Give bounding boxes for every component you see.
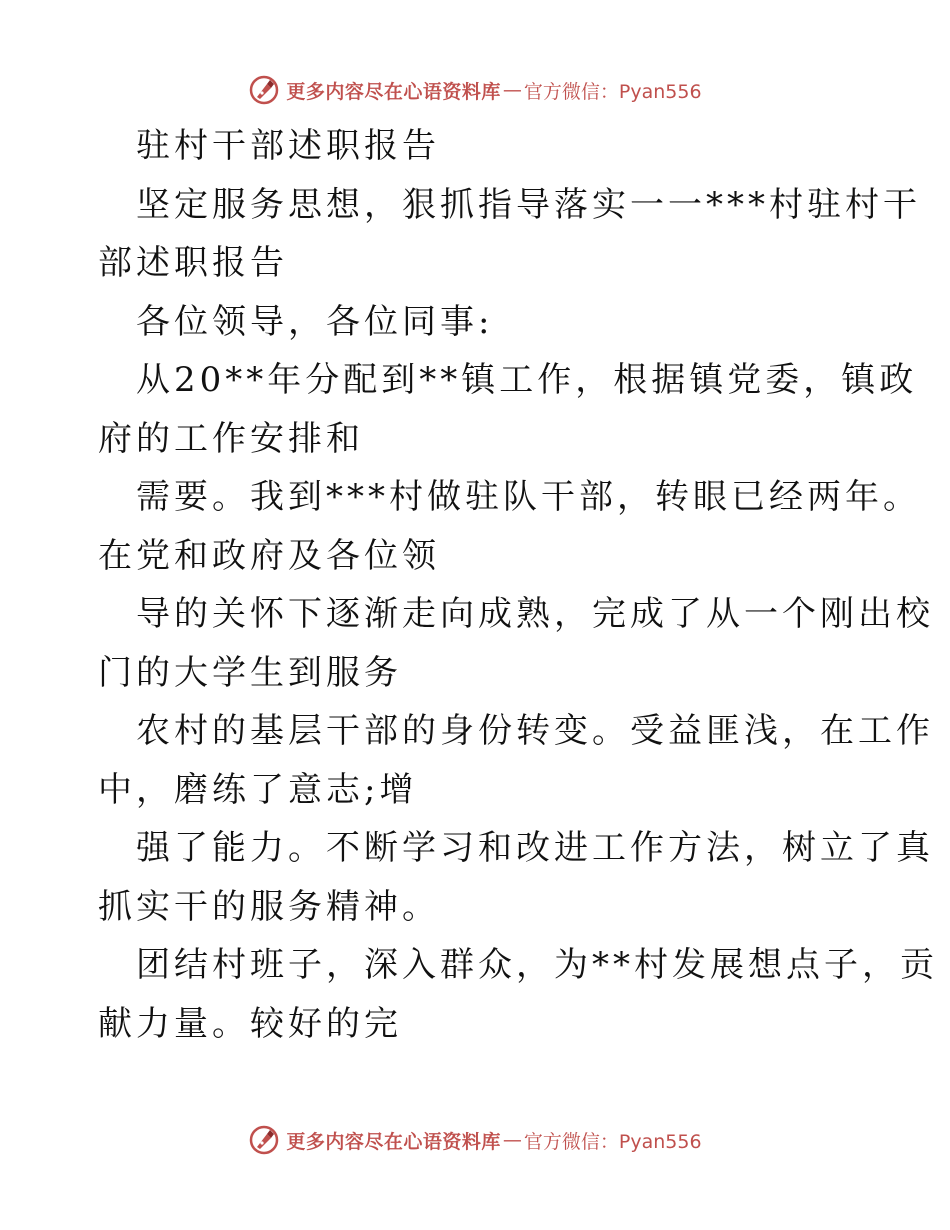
watermark-dash: —	[502, 1129, 522, 1151]
header-watermark	[0, 72, 950, 108]
footer-watermark	[0, 1122, 950, 1158]
document-body	[98, 117, 938, 1053]
document-text-line: 需要。我到***村做驻队干部，转眼已经两年。	[136, 477, 921, 517]
document-text-line: 府的工作安排和	[98, 418, 364, 459]
document-text-line: 强了能力。不断学习和改进工作方法，树立了真	[136, 828, 934, 868]
pen-nib-logo-icon	[248, 1124, 280, 1156]
document-text-line: 导的关怀下逐渐走向成熟，完成了从一个刚出校	[136, 594, 934, 634]
document-text-line: 农村的基层干部的身份转变。受益匪浅，在工作	[136, 711, 934, 751]
document-subtitle-line: 坚定服务思想，狠抓指导落实一一***村驻村干	[136, 184, 921, 225]
document-text-line: 献力量。较好的完	[98, 1003, 402, 1044]
document-text-line: 中，磨练了意志;增	[98, 769, 418, 810]
document-text-line: 抓实干的服务精神。	[98, 886, 440, 927]
pen-nib-logo-icon	[248, 74, 280, 106]
document-text-line: 从20**年分配到**镇工作，根据镇党委，镇政	[136, 360, 918, 400]
document-salutation: 各位领导，各位同事:	[136, 301, 494, 342]
watermark-site-text: 更多内容尽在心语资料库	[286, 1130, 501, 1153]
document-subtitle-line: 部述职报告	[98, 243, 288, 283]
document-text-line: 在党和政府及各位领	[98, 535, 440, 576]
watermark-site-text: 更多内容尽在心语资料库	[286, 80, 501, 103]
document-title: 驻村干部述职报告	[136, 126, 440, 166]
watermark-dash: —	[502, 79, 522, 101]
document-text-line: 门的大学生到服务	[98, 652, 402, 693]
watermark-wechat-text: 官方微信：Pyan556	[523, 1130, 702, 1153]
watermark-wechat-text: 官方微信：Pyan556	[523, 80, 702, 103]
document-text-line: 团结村班子，深入群众，为**村发展想点子，贡	[136, 945, 938, 985]
